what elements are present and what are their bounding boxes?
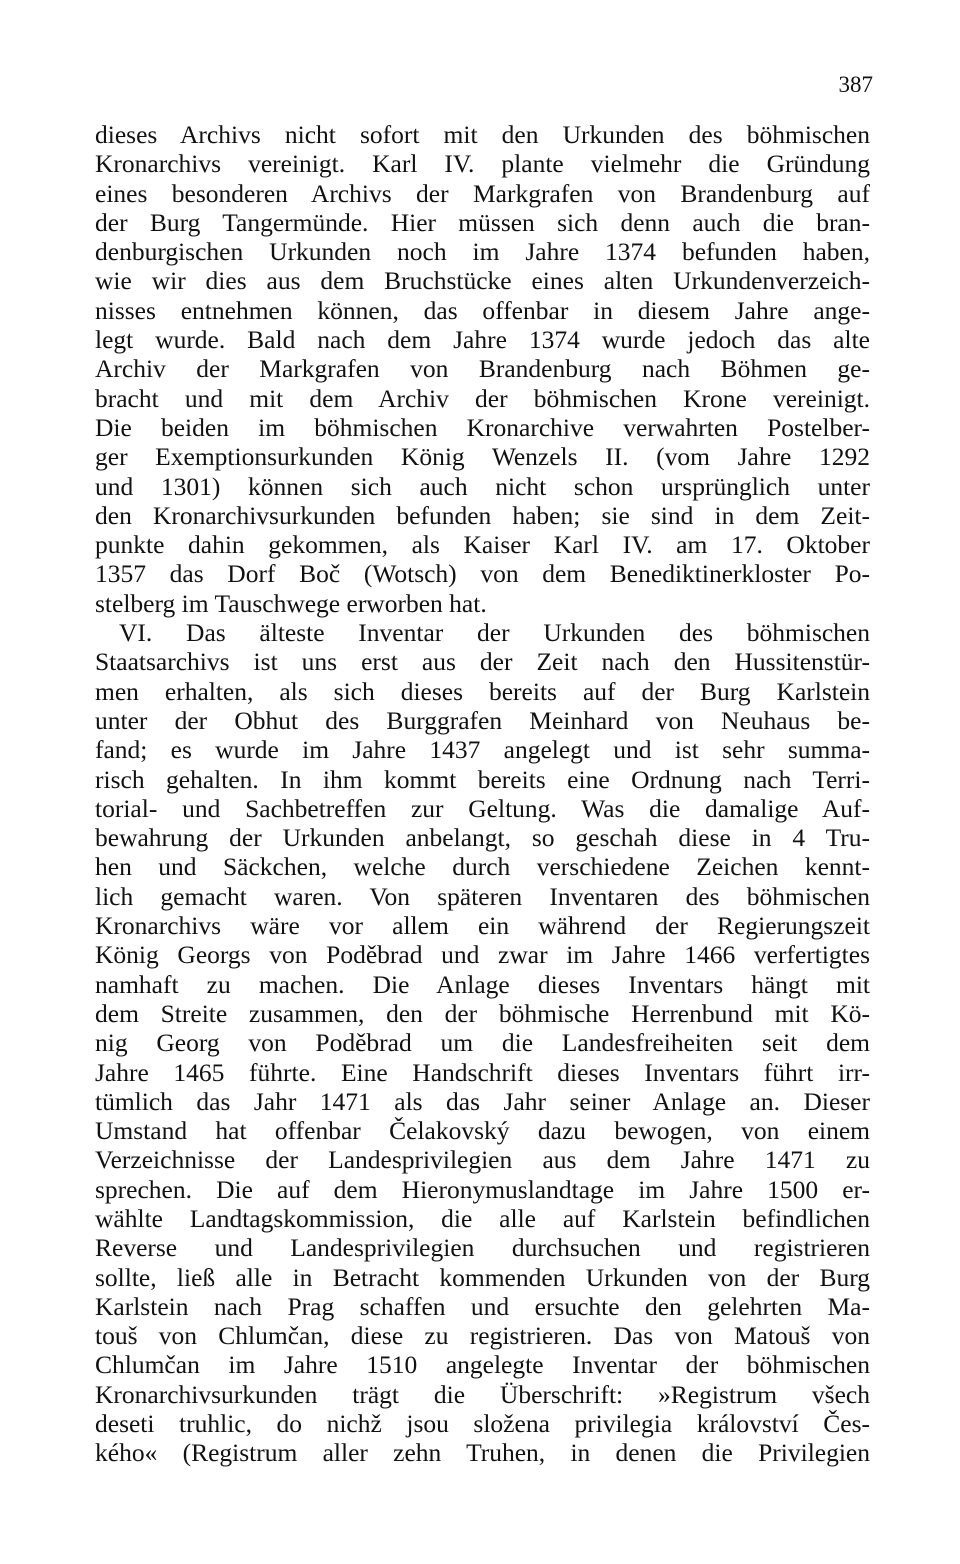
text-line: touš von Chlumčan, diese zu registrieren. Das von Matouš von [95, 1321, 870, 1351]
text-line: deseti truhlic, do nichž jsou složena privilegia království Čes- [95, 1409, 870, 1439]
text-line: dem Streite zusammen, den der böhmische Herrenbund mit Kö- [95, 998, 870, 1028]
text-line: stelberg im Tauschwege erworben hat. [95, 588, 487, 618]
text-line: 1357 das Dorf Boč (Wotsch) von dem Benediktinerkloster Po- [95, 559, 870, 589]
text-line: sollte, ließ alle in Betracht kommenden Urkunden von der Burg [95, 1262, 870, 1292]
text-line: unter der Obhut des Burggrafen Meinhard von Neuhaus be- [95, 705, 870, 735]
text-line: wie wir dies aus dem Bruchstücke eines alten Urkundenverzeich- [95, 266, 870, 296]
text-line: punkte dahin gekommen, als Kaiser Karl IV. am 17. Oktober [95, 530, 870, 560]
text-line: dieses Archivs nicht sofort mit den Urkunden des böhmischen [95, 120, 870, 149]
text-line: Chlumčan im Jahre 1510 angelegte Inventar der böhmischen [95, 1350, 870, 1380]
text-line: Die beiden im böhmischen Kronarchive verwahrten Postelber- [95, 412, 870, 442]
text-line: der Burg Tangermünde. Hier müssen sich denn auch die bran- [95, 207, 870, 237]
text-line: bracht und mit dem Archiv der böhmischen Krone vereinigt. [95, 383, 870, 413]
text-line: VI. Das älteste Inventar der Urkunden des böhmischen [119, 618, 870, 648]
text-line: Kronarchivs wäre vor allem ein während der Regierungszeit [95, 911, 870, 941]
text-line: Kronarchivs vereinigt. Karl IV. plante vielmehr die Gründung [95, 149, 870, 179]
text-line: Kronarchivsurkunden trägt die Überschrift: »Registrum všech [95, 1379, 870, 1409]
text-line: torial- und Sachbetreffen zur Geltung. Was die damalige Auf- [95, 793, 870, 823]
text-line: Archiv der Markgrafen von Brandenburg nach Böhmen ge- [95, 354, 870, 384]
text-line: nig Georg von Poděbrad um die Landesfreiheiten seit dem [95, 1028, 870, 1058]
text-line: kého« (Registrum aller zehn Truhen, in denen die Privilegien [95, 1438, 870, 1468]
text-line: tümlich das Jahr 1471 als das Jahr seiner Anlage an. Dieser [95, 1086, 870, 1116]
text-line: den Kronarchivsurkunden befunden haben; sie sind in dem Zeit- [95, 500, 870, 530]
text-line: König Georgs von Poděbrad und zwar im Jahre 1466 verfertigtes [95, 940, 870, 970]
text-line: ger Exemptionsurkunden König Wenzels II. (vom Jahre 1292 [95, 442, 870, 472]
text-line: Reverse und Landesprivilegien durchsuchen und registrieren [95, 1233, 870, 1263]
text-line: risch gehalten. In ihm kommt bereits eine Ordnung nach Terri- [95, 764, 870, 794]
text-line: eines besonderen Archivs der Markgrafen von Brandenburg auf [95, 178, 870, 208]
text-line: Umstand hat offenbar Čelakovský dazu bewogen, von einem [95, 1116, 870, 1146]
text-line: wählte Landtagskommission, die alle auf Karlstein befindlichen [95, 1203, 870, 1233]
body-text [95, 120, 870, 1468]
text-line: namhaft zu machen. Die Anlage dieses Inventars hängt mit [95, 969, 870, 999]
text-line: bewahrung der Urkunden anbelangt, so geschah diese in 4 Tru- [95, 823, 870, 853]
text-line: Staatsarchivs ist uns erst aus der Zeit nach den Hussitenstür- [95, 647, 870, 677]
text-line: Jahre 1465 führte. Eine Handschrift dieses Inventars führt irr- [95, 1057, 870, 1087]
text-line: legt wurde. Bald nach dem Jahre 1374 wurde jedoch das alte [95, 325, 870, 355]
page-number: 387 [838, 72, 873, 97]
text-line: sprechen. Die auf dem Hieronymuslandtage im Jahre 1500 er- [95, 1174, 870, 1204]
text-line: Karlstein nach Prag schaffen und ersuchte den gelehrten Ma- [95, 1291, 870, 1321]
paragraph-2 [95, 618, 870, 1468]
text-line: denburgischen Urkunden noch im Jahre 1374 befunden haben, [95, 237, 870, 267]
text-line: men erhalten, als sich dieses bereits auf der Burg Karlstein [95, 676, 870, 706]
text-line: fand; es wurde im Jahre 1437 angelegt und ist sehr summa- [95, 735, 870, 765]
paragraph-1 [95, 120, 870, 618]
text-line: lich gemacht waren. Von späteren Inventaren des böhmischen [95, 881, 870, 911]
text-line: nisses entnehmen können, das offenbar in diesem Jahre ange- [95, 295, 870, 325]
text-line: und 1301) können sich auch nicht schon ursprünglich unter [95, 471, 870, 501]
text-line: hen und Säckchen, welche durch verschiedene Zeichen kennt- [95, 852, 870, 882]
text-line: Verzeichnisse der Landesprivilegien aus dem Jahre 1471 zu [95, 1145, 870, 1175]
